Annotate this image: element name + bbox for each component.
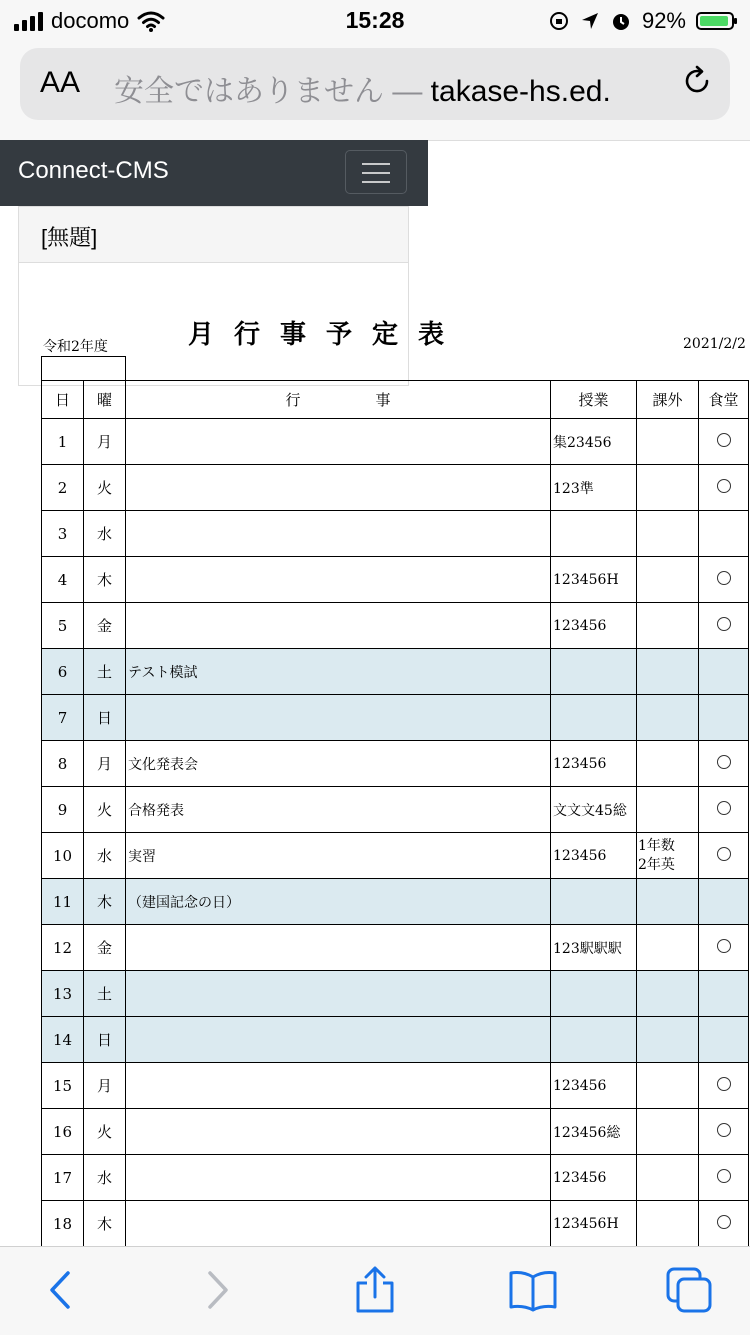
cell-classes: 123456 (551, 833, 637, 879)
cell-weekday: 月 (84, 419, 126, 465)
circle-mark-icon (717, 617, 731, 631)
site-brand[interactable]: Connect-CMS (18, 157, 169, 184)
table-header (42, 381, 749, 419)
table-row (42, 419, 749, 465)
cell-extra (637, 1109, 699, 1155)
header-day: 日 (42, 381, 84, 419)
table-row (42, 557, 749, 603)
cell-classes (551, 1017, 637, 1063)
extra-line: 2年英 (638, 856, 675, 873)
cell-day: 5 (42, 603, 84, 649)
cell-weekday: 日 (84, 1017, 126, 1063)
cell-cafeteria (699, 649, 749, 695)
cell-day: 15 (42, 1063, 84, 1109)
status-bar (0, 0, 750, 42)
circle-mark-icon (717, 801, 731, 815)
cell-event (126, 1109, 551, 1155)
cell-cafeteria (699, 511, 749, 557)
circle-mark-icon (717, 479, 731, 493)
cell-classes: 123駅駅駅 (551, 925, 637, 971)
circle-mark-icon (717, 939, 731, 953)
cell-event: （建国記念の日） (126, 879, 551, 925)
cell-classes: 文文文45総 (551, 787, 637, 833)
circle-mark-icon (717, 433, 731, 447)
cell-day: 1 (42, 419, 84, 465)
table-row (42, 833, 749, 879)
insecure-warning: 安全ではありません (114, 75, 384, 108)
cell-day: 14 (42, 1017, 84, 1063)
circle-mark-icon (717, 755, 731, 769)
cell-weekday: 日 (84, 695, 126, 741)
browser-chrome-top (0, 42, 750, 141)
schedule-date: 2021/2/2 (683, 336, 746, 352)
cell-extra (637, 741, 699, 787)
cell-weekday: 火 (84, 1109, 126, 1155)
cell-cafeteria (699, 1017, 749, 1063)
table-row (42, 971, 749, 1017)
table-row (42, 511, 749, 557)
circle-mark-icon (717, 847, 731, 861)
schedule-year: 令和2年度 (43, 339, 108, 355)
cell-extra (637, 971, 699, 1017)
cell-day: 8 (42, 741, 84, 787)
table-row (42, 1201, 749, 1247)
site-navbar (0, 140, 428, 206)
cell-extra (637, 695, 699, 741)
cell-classes: 集23456 (551, 419, 637, 465)
header-cafeteria: 食堂 (699, 381, 749, 419)
status-right (548, 8, 734, 34)
cell-cafeteria (699, 419, 749, 465)
cell-day: 9 (42, 787, 84, 833)
cell-day: 17 (42, 1155, 84, 1201)
cell-extra (637, 557, 699, 603)
table-row (42, 695, 749, 741)
cell-cafeteria (699, 879, 749, 925)
hamburger-icon (362, 163, 390, 165)
cell-event (126, 1017, 551, 1063)
orientation-lock-icon (548, 10, 570, 32)
cell-extra (637, 649, 699, 695)
cell-extra (637, 925, 699, 971)
cell-day: 4 (42, 557, 84, 603)
cell-weekday: 月 (84, 1063, 126, 1109)
card-title: [無題] (19, 207, 408, 263)
cell-extra (637, 603, 699, 649)
cell-extra (637, 1017, 699, 1063)
cell-weekday: 金 (84, 603, 126, 649)
cell-cafeteria (699, 1155, 749, 1201)
cell-weekday: 木 (84, 1201, 126, 1247)
header-extra: 課外 (637, 381, 699, 419)
location-icon (580, 11, 600, 31)
cell-weekday: 火 (84, 787, 126, 833)
cell-event (126, 695, 551, 741)
cell-classes: 123準 (551, 465, 637, 511)
cell-event: 実習 (126, 833, 551, 879)
cell-weekday: 水 (84, 511, 126, 557)
cell-event (126, 465, 551, 511)
cell-event (126, 1155, 551, 1201)
cell-cafeteria (699, 1063, 749, 1109)
cell-classes: 123456 (551, 741, 637, 787)
table-row (42, 1017, 749, 1063)
cell-classes: 123456 (551, 1155, 637, 1201)
cell-event (126, 419, 551, 465)
cell-day: 3 (42, 511, 84, 557)
cell-extra (637, 419, 699, 465)
cell-event (126, 557, 551, 603)
circle-mark-icon (717, 1077, 731, 1091)
cell-classes: 123456H (551, 1201, 637, 1247)
cell-event: 合格発表 (126, 787, 551, 833)
cell-day: 6 (42, 649, 84, 695)
year-box (41, 356, 126, 381)
cell-classes (551, 649, 637, 695)
cell-extra (637, 879, 699, 925)
cell-cafeteria (699, 1109, 749, 1155)
reload-icon[interactable] (680, 64, 714, 98)
cell-cafeteria (699, 925, 749, 971)
url-host: takase-hs.ed. (430, 75, 611, 108)
battery-fill (700, 16, 728, 26)
bookmarks-icon[interactable] (508, 1265, 558, 1315)
header-weekday: 曜 (84, 381, 126, 419)
browser-toolbar (0, 1246, 750, 1335)
cell-event (126, 1063, 551, 1109)
cell-cafeteria (699, 971, 749, 1017)
table-row (42, 1109, 749, 1155)
cell-event (126, 603, 551, 649)
cell-day: 7 (42, 695, 84, 741)
cell-day: 16 (42, 1109, 84, 1155)
cell-event: 文化発表会 (126, 741, 551, 787)
table-row (42, 741, 749, 787)
cell-weekday: 水 (84, 1155, 126, 1201)
tabs-icon[interactable] (664, 1265, 714, 1315)
table-row (42, 787, 749, 833)
url-text[interactable] (114, 66, 684, 110)
battery-percent: 92% (641, 8, 686, 33)
cell-extra (637, 511, 699, 557)
clock: 15:28 (345, 7, 405, 33)
cell-day: 10 (42, 833, 84, 879)
cell-cafeteria (699, 741, 749, 787)
cell-day: 11 (42, 879, 84, 925)
circle-mark-icon (717, 1215, 731, 1229)
schedule-table (41, 380, 749, 1247)
circle-mark-icon (717, 571, 731, 585)
cell-event (126, 1201, 551, 1247)
cell-extra (637, 1201, 699, 1247)
cell-weekday: 金 (84, 925, 126, 971)
forward-icon[interactable] (192, 1265, 242, 1315)
cell-classes: 123456 (551, 1063, 637, 1109)
battery-icon (696, 12, 734, 30)
menu-toggle-button[interactable] (345, 150, 407, 194)
cell-weekday: 火 (84, 465, 126, 511)
cell-classes: 123456 (551, 603, 637, 649)
schedule-title: 月行事予定表 (188, 320, 465, 350)
text-size-label: AA (40, 66, 81, 99)
back-icon[interactable] (36, 1265, 86, 1315)
cell-event: テスト模試 (126, 649, 551, 695)
table-row (42, 925, 749, 971)
cell-extra (637, 833, 699, 879)
carrier-name: docomo (51, 8, 130, 33)
cell-extra (637, 1063, 699, 1109)
table-row (42, 649, 749, 695)
cell-weekday: 月 (84, 741, 126, 787)
cell-classes: 123456総 (551, 1109, 637, 1155)
cell-weekday: 木 (84, 557, 126, 603)
cell-cafeteria (699, 1201, 749, 1247)
url-separator: — (384, 75, 431, 108)
cell-cafeteria (699, 695, 749, 741)
cell-event (126, 971, 551, 1017)
cell-classes (551, 511, 637, 557)
cell-cafeteria (699, 603, 749, 649)
extra-line: 1年数 (638, 837, 675, 854)
cell-weekday: 土 (84, 649, 126, 695)
cell-weekday: 木 (84, 879, 126, 925)
cell-weekday: 土 (84, 971, 126, 1017)
table-row (42, 603, 749, 649)
cell-day: 18 (42, 1201, 84, 1247)
address-bar[interactable] (20, 48, 730, 120)
cell-day: 12 (42, 925, 84, 971)
cell-classes (551, 971, 637, 1017)
circle-mark-icon (717, 1123, 731, 1137)
cell-cafeteria (699, 557, 749, 603)
text-size-button[interactable] (40, 66, 80, 100)
header-classes: 授業 (551, 381, 637, 419)
header-event: 行 事 (126, 381, 551, 419)
cell-cafeteria (699, 787, 749, 833)
cell-classes (551, 879, 637, 925)
cell-event (126, 925, 551, 971)
alarm-icon (610, 10, 632, 32)
cell-event (126, 511, 551, 557)
table-row (42, 465, 749, 511)
share-icon[interactable] (350, 1265, 400, 1315)
cell-extra (637, 465, 699, 511)
cell-classes (551, 695, 637, 741)
cell-weekday: 水 (84, 833, 126, 879)
table-row (42, 879, 749, 925)
table-row (42, 1155, 749, 1201)
cell-cafeteria (699, 833, 749, 879)
cell-extra (637, 1155, 699, 1201)
cell-day: 2 (42, 465, 84, 511)
cell-day: 13 (42, 971, 84, 1017)
table-row (42, 1063, 749, 1109)
cell-extra (637, 787, 699, 833)
circle-mark-icon (717, 1169, 731, 1183)
cell-cafeteria (699, 465, 749, 511)
cell-classes: 123456H (551, 557, 637, 603)
